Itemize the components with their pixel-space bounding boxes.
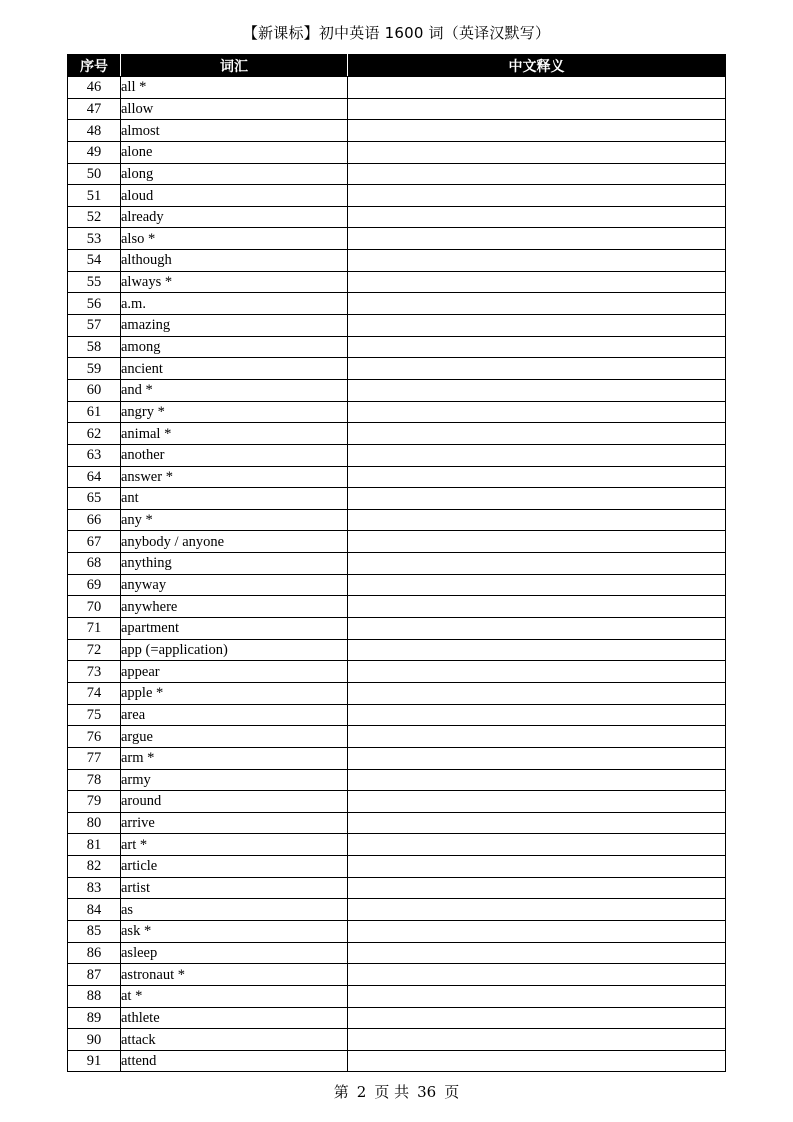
row-meaning-blank[interactable]: [348, 509, 726, 531]
row-word: apple *: [121, 682, 348, 704]
table-row: [68, 1050, 726, 1072]
table-row: [68, 1007, 726, 1029]
row-word: argue: [121, 726, 348, 748]
row-word: almost: [121, 120, 348, 142]
row-number: 69: [68, 574, 121, 596]
table-row: [68, 618, 726, 640]
row-word: amazing: [121, 315, 348, 337]
row-meaning-blank[interactable]: [348, 618, 726, 640]
row-word: anyway: [121, 574, 348, 596]
row-meaning-blank[interactable]: [348, 293, 726, 315]
row-meaning-blank[interactable]: [348, 531, 726, 553]
row-word: all *: [121, 77, 348, 99]
table-row: [68, 1029, 726, 1051]
row-word: artist: [121, 877, 348, 899]
row-word: apartment: [121, 618, 348, 640]
row-number: 48: [68, 120, 121, 142]
row-number: 73: [68, 661, 121, 683]
row-meaning-blank[interactable]: [348, 423, 726, 445]
row-meaning-blank[interactable]: [348, 358, 726, 380]
row-word: around: [121, 791, 348, 813]
row-word: army: [121, 769, 348, 791]
row-number: 74: [68, 682, 121, 704]
row-number: 89: [68, 1007, 121, 1029]
row-meaning-blank[interactable]: [348, 899, 726, 921]
table-row: [68, 747, 726, 769]
row-word: allow: [121, 98, 348, 120]
row-word: as: [121, 899, 348, 921]
row-meaning-blank[interactable]: [348, 834, 726, 856]
row-meaning-blank[interactable]: [348, 444, 726, 466]
table-row: [68, 293, 726, 315]
row-meaning-blank[interactable]: [348, 466, 726, 488]
table-row: [68, 271, 726, 293]
row-meaning-blank[interactable]: [348, 163, 726, 185]
row-number: 68: [68, 553, 121, 575]
table-row: [68, 163, 726, 185]
row-number: 79: [68, 791, 121, 813]
table-row: [68, 834, 726, 856]
table-row: [68, 488, 726, 510]
row-word: art *: [121, 834, 348, 856]
row-meaning-blank[interactable]: [348, 985, 726, 1007]
table-row: [68, 185, 726, 207]
table-header-row: [68, 55, 726, 77]
row-meaning-blank[interactable]: [348, 1007, 726, 1029]
table-row: [68, 942, 726, 964]
row-word: anybody / anyone: [121, 531, 348, 553]
row-number: 59: [68, 358, 121, 380]
row-number: 84: [68, 899, 121, 921]
row-number: 50: [68, 163, 121, 185]
table-row: [68, 899, 726, 921]
row-number: 63: [68, 444, 121, 466]
row-number: 65: [68, 488, 121, 510]
row-word: arm *: [121, 747, 348, 769]
table-row: [68, 639, 726, 661]
row-word: answer *: [121, 466, 348, 488]
row-meaning-blank[interactable]: [348, 704, 726, 726]
row-meaning-blank[interactable]: [348, 1050, 726, 1072]
row-number: 66: [68, 509, 121, 531]
row-word: already: [121, 206, 348, 228]
row-meaning-blank[interactable]: [348, 77, 726, 99]
row-word: ancient: [121, 358, 348, 380]
row-number: 60: [68, 379, 121, 401]
table-row: [68, 401, 726, 423]
table-row: [68, 553, 726, 575]
row-meaning-blank[interactable]: [348, 1029, 726, 1051]
row-word: aloud: [121, 185, 348, 207]
row-meaning-blank[interactable]: [348, 791, 726, 813]
row-number: 80: [68, 812, 121, 834]
footer-page-number: 2: [356, 1083, 367, 1101]
row-meaning-blank[interactable]: [348, 315, 726, 337]
table-row: [68, 661, 726, 683]
row-word: always *: [121, 271, 348, 293]
row-word: angry *: [121, 401, 348, 423]
header-word: 词汇: [121, 55, 348, 77]
row-meaning-blank[interactable]: [348, 661, 726, 683]
table-row: [68, 444, 726, 466]
row-meaning-blank[interactable]: [348, 747, 726, 769]
table-row: [68, 964, 726, 986]
row-word: attend: [121, 1050, 348, 1072]
table-row: [68, 98, 726, 120]
row-word: a.m.: [121, 293, 348, 315]
row-word: ask *: [121, 920, 348, 942]
table-row: [68, 228, 726, 250]
footer-total-pages: 36: [417, 1083, 437, 1101]
row-number: 81: [68, 834, 121, 856]
row-number: 83: [68, 877, 121, 899]
page-footer: [0, 1081, 793, 1102]
row-meaning-blank[interactable]: [348, 964, 726, 986]
row-word: animal *: [121, 423, 348, 445]
table-row: [68, 250, 726, 272]
row-meaning-blank[interactable]: [348, 185, 726, 207]
row-number: 76: [68, 726, 121, 748]
table-row: [68, 141, 726, 163]
row-number: 56: [68, 293, 121, 315]
row-meaning-blank[interactable]: [348, 553, 726, 575]
table-row: [68, 574, 726, 596]
row-number: 55: [68, 271, 121, 293]
row-word: astronaut *: [121, 964, 348, 986]
row-number: 86: [68, 942, 121, 964]
row-number: 62: [68, 423, 121, 445]
row-meaning-blank[interactable]: [348, 98, 726, 120]
table-row: [68, 726, 726, 748]
row-word: also *: [121, 228, 348, 250]
footer-suffix: 页: [444, 1083, 460, 1101]
table-row: [68, 509, 726, 531]
row-word: attack: [121, 1029, 348, 1051]
row-word: article: [121, 856, 348, 878]
table-row: [68, 206, 726, 228]
table-row: [68, 596, 726, 618]
header-number: 序号: [68, 55, 121, 77]
row-meaning-blank[interactable]: [348, 639, 726, 661]
row-word: along: [121, 163, 348, 185]
row-number: 87: [68, 964, 121, 986]
table-row: [68, 379, 726, 401]
row-word: and *: [121, 379, 348, 401]
table-row: [68, 877, 726, 899]
row-meaning-blank[interactable]: [348, 488, 726, 510]
table-row: [68, 358, 726, 380]
row-meaning-blank[interactable]: [348, 942, 726, 964]
row-number: 58: [68, 336, 121, 358]
table-row: [68, 315, 726, 337]
row-word: area: [121, 704, 348, 726]
row-number: 91: [68, 1050, 121, 1072]
vocabulary-table: [67, 54, 726, 1072]
row-word: anywhere: [121, 596, 348, 618]
table-row: [68, 791, 726, 813]
row-word: among: [121, 336, 348, 358]
row-number: 53: [68, 228, 121, 250]
row-number: 72: [68, 639, 121, 661]
table-row: [68, 920, 726, 942]
row-meaning-blank[interactable]: [348, 682, 726, 704]
row-meaning-blank[interactable]: [348, 574, 726, 596]
table-row: [68, 682, 726, 704]
table-row: [68, 466, 726, 488]
row-number: 51: [68, 185, 121, 207]
row-meaning-blank[interactable]: [348, 877, 726, 899]
table-row: [68, 704, 726, 726]
row-meaning-blank[interactable]: [348, 812, 726, 834]
row-number: 61: [68, 401, 121, 423]
row-meaning-blank[interactable]: [348, 250, 726, 272]
row-number: 49: [68, 141, 121, 163]
row-word: alone: [121, 141, 348, 163]
row-meaning-blank[interactable]: [348, 379, 726, 401]
row-meaning-blank[interactable]: [348, 856, 726, 878]
row-word: arrive: [121, 812, 348, 834]
row-number: 88: [68, 985, 121, 1007]
row-meaning-blank[interactable]: [348, 228, 726, 250]
row-word: appear: [121, 661, 348, 683]
table-row: [68, 77, 726, 99]
row-number: 54: [68, 250, 121, 272]
document-title: 【新课标】初中英语 1600 词（英译汉默写）: [242, 24, 551, 42]
table-row: [68, 120, 726, 142]
row-meaning-blank[interactable]: [348, 920, 726, 942]
row-meaning-blank[interactable]: [348, 401, 726, 423]
row-meaning-blank[interactable]: [348, 336, 726, 358]
row-meaning-blank[interactable]: [348, 596, 726, 618]
row-word: another: [121, 444, 348, 466]
row-number: 78: [68, 769, 121, 791]
row-meaning-blank[interactable]: [348, 120, 726, 142]
row-meaning-blank[interactable]: [348, 726, 726, 748]
row-word: athlete: [121, 1007, 348, 1029]
row-meaning-blank[interactable]: [348, 769, 726, 791]
row-number: 47: [68, 98, 121, 120]
table-row: [68, 769, 726, 791]
row-word: app (=application): [121, 639, 348, 661]
table-row: [68, 812, 726, 834]
row-number: 85: [68, 920, 121, 942]
row-number: 64: [68, 466, 121, 488]
table-row: [68, 856, 726, 878]
table-row: [68, 531, 726, 553]
table-row: [68, 336, 726, 358]
row-word: any *: [121, 509, 348, 531]
row-number: 90: [68, 1029, 121, 1051]
row-number: 77: [68, 747, 121, 769]
table-body: [68, 77, 726, 1072]
row-number: 57: [68, 315, 121, 337]
table-row: [68, 985, 726, 1007]
row-word: anything: [121, 553, 348, 575]
row-number: 70: [68, 596, 121, 618]
row-number: 52: [68, 206, 121, 228]
row-word: at *: [121, 985, 348, 1007]
row-number: 75: [68, 704, 121, 726]
row-word: asleep: [121, 942, 348, 964]
row-meaning-blank[interactable]: [348, 206, 726, 228]
row-number: 82: [68, 856, 121, 878]
footer-mid: 页 共: [374, 1083, 410, 1101]
header-meaning: 中文释义: [348, 55, 726, 77]
row-word: although: [121, 250, 348, 272]
row-word: ant: [121, 488, 348, 510]
footer-prefix: 第: [333, 1083, 349, 1101]
row-number: 71: [68, 618, 121, 640]
table-row: [68, 423, 726, 445]
row-number: 46: [68, 77, 121, 99]
row-meaning-blank[interactable]: [348, 271, 726, 293]
row-meaning-blank[interactable]: [348, 141, 726, 163]
row-number: 67: [68, 531, 121, 553]
